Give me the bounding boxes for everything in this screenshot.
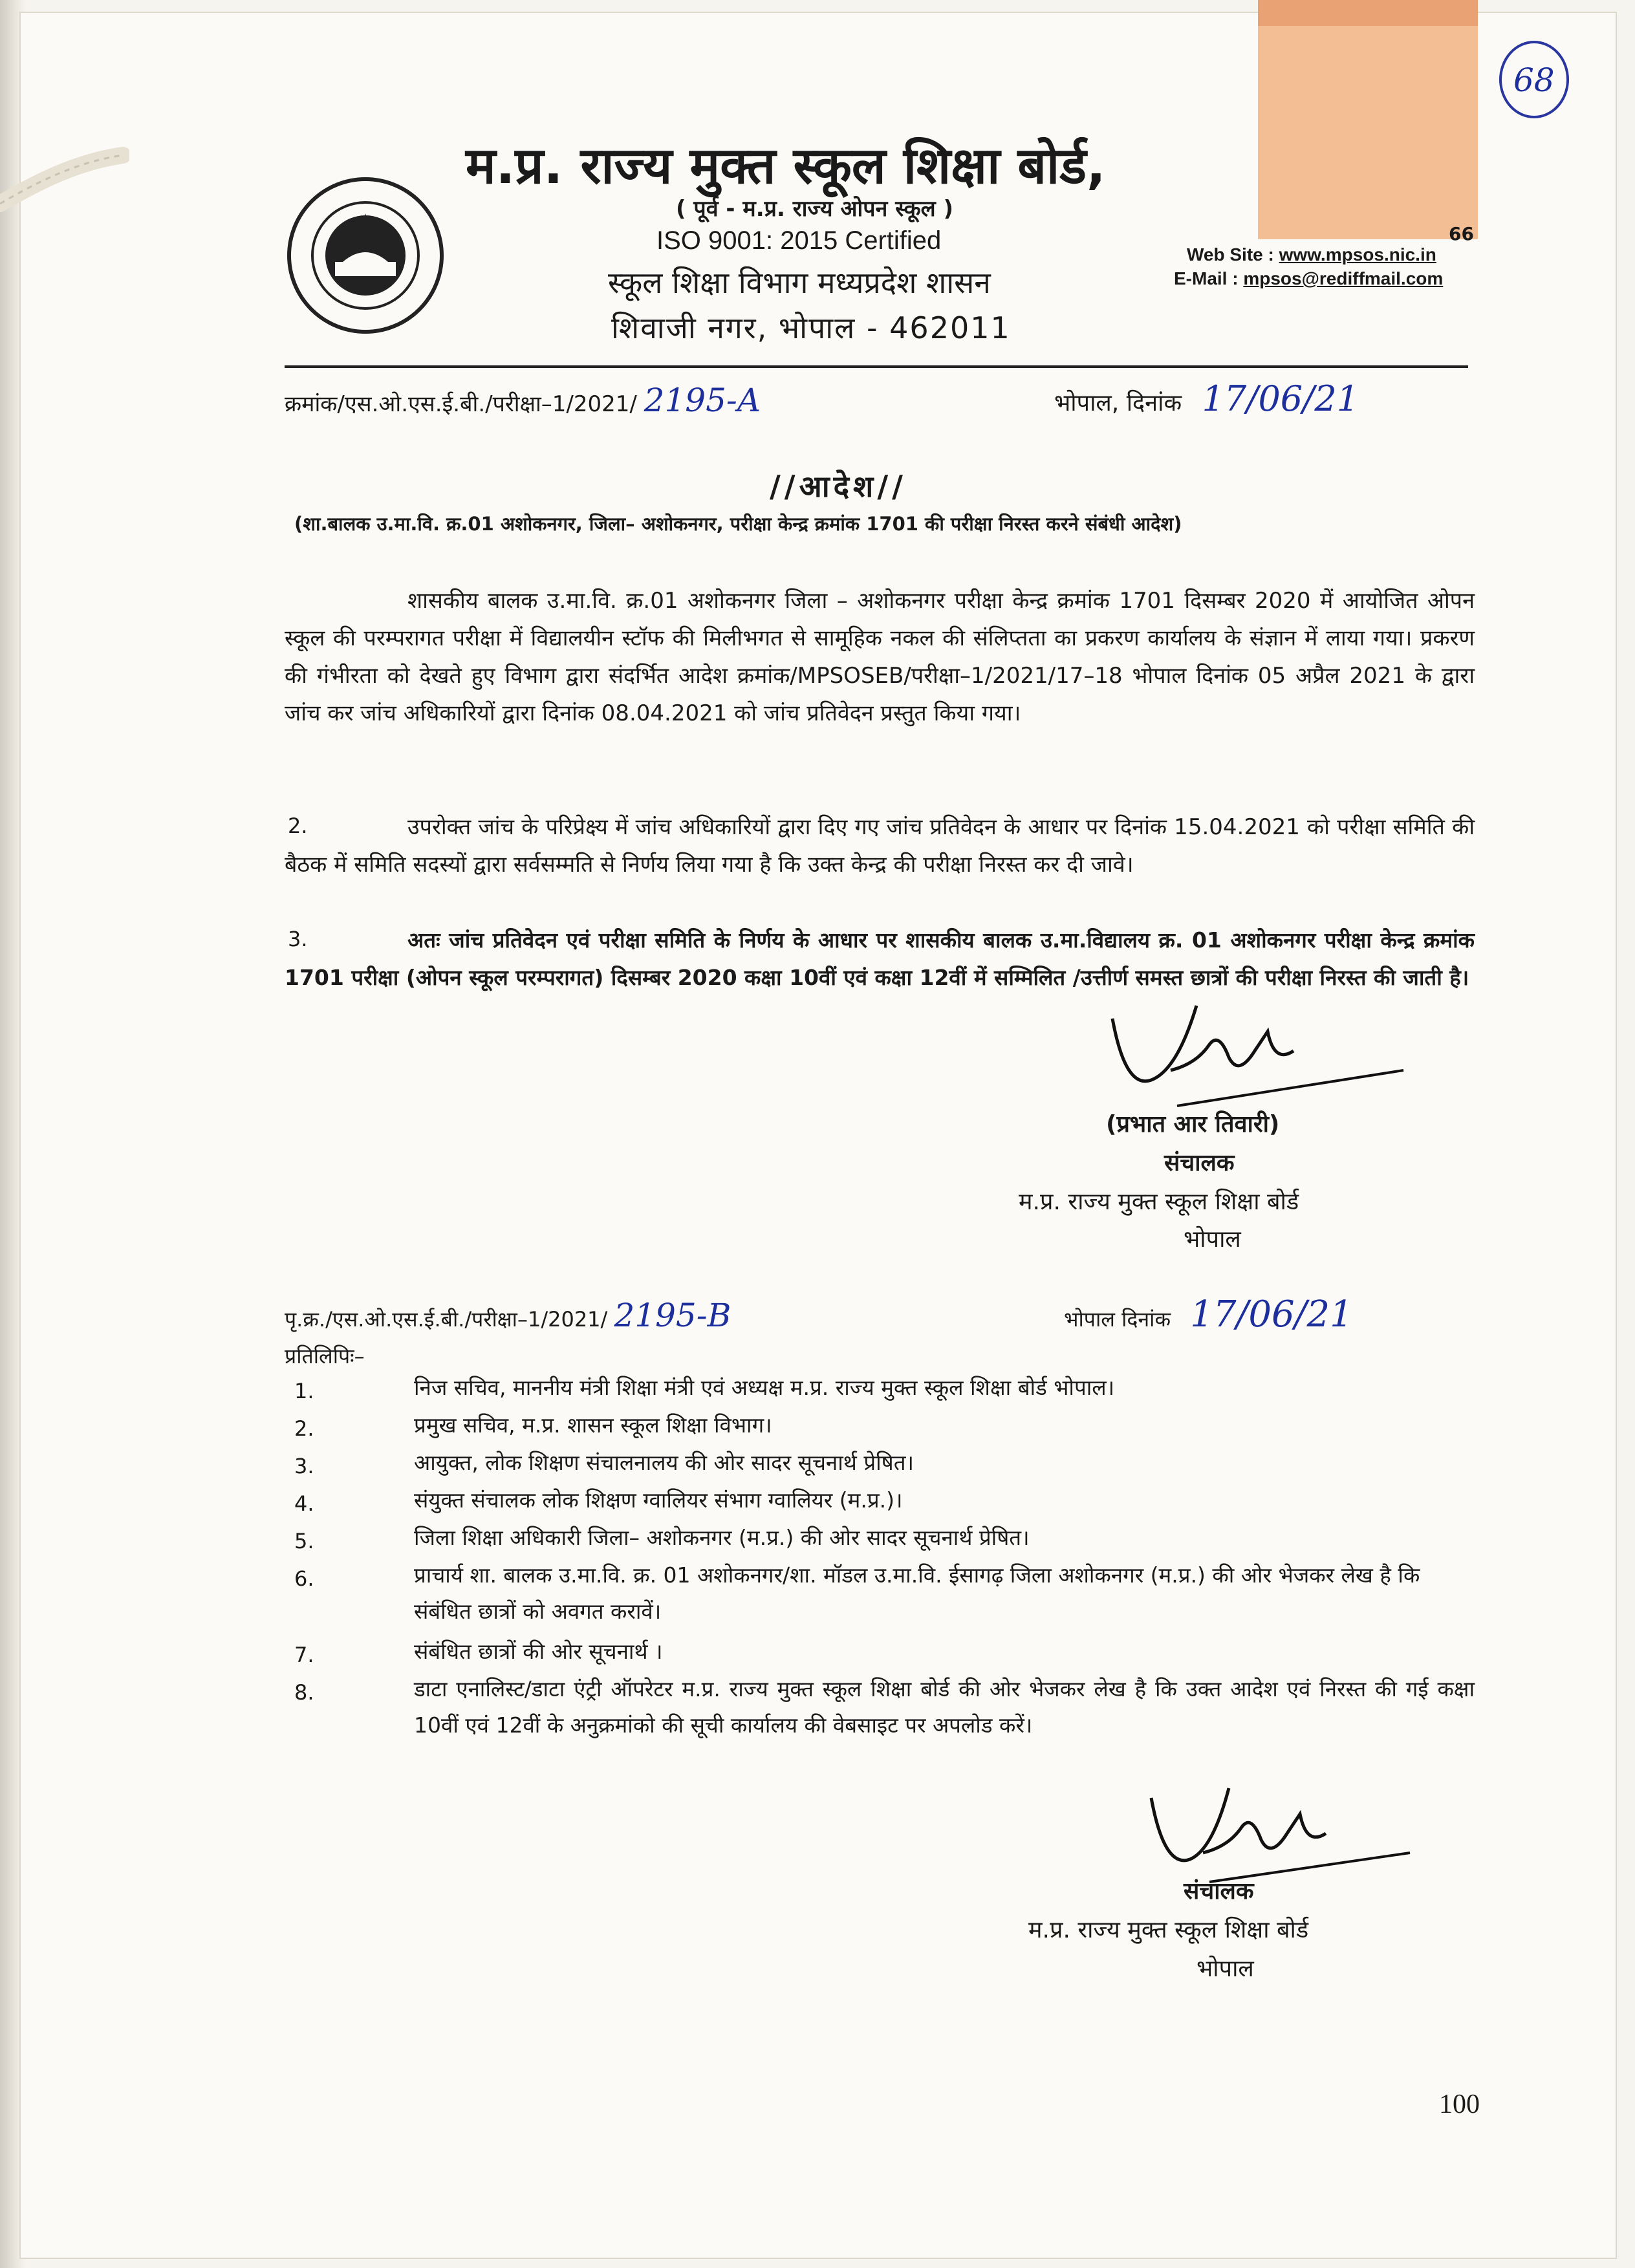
order-paragraph-2-text: उपरोक्त जांच के परिप्रेक्ष्य में जांच अधिकारियों द्वारा दिए गए जांच प्रतिवेदन के आधार पर दिनांक 15.04.2021 को परीक्षा समिति की बैठक में समिति सदस्यों द्वारा सर्वसम्मति से निर्णय लिया गया है कि उक्त केन्द्र की परीक्षा निरस्त कर दी जावे। (285, 814, 1475, 878)
order-paragraph-2-number: 2. (288, 814, 308, 838)
list-item-text: जिला शिक्षा अधिकारी जिला– अशोकनगर (म.प्र.) की ओर सादर सूचनार्थ प्रेषित। (414, 1525, 1030, 1550)
website-line (1187, 244, 1436, 265)
email-label: E-Mail : (1174, 268, 1239, 288)
binding-cord (0, 142, 129, 220)
copy-date-handwritten: 17/06/21 (1190, 1293, 1353, 1335)
website-label: Web Site : (1187, 244, 1274, 265)
list-item-text: निज सचिव, माननीय मंत्री शिक्षा मंत्री एवं अध्यक्ष म.प्र. राज्य मुक्त स्कूल शिक्षा बोर्ड भोपाल। (414, 1375, 1115, 1400)
order-date (1054, 378, 1359, 419)
department-name: स्कूल शिक्षा विभाग मध्यप्रदेश शासन (608, 265, 991, 300)
list-item-text: प्राचार्य शा. बालक उ.मा.वि. क्र. 01 अशोकनगर/शा. मॉडल उ.मा.वि. ईसागढ़ जिला अशोकनगर (म.प्र.) की ओर भेजकर लेख है कि संबंधित छात्रों को अवगत करावें। (414, 1562, 1420, 1624)
copy-date-label: भोपाल दिनांक (1064, 1307, 1171, 1332)
list-item-number: 6. (294, 1566, 314, 1591)
copy-signatory-title: संचालक (1184, 1878, 1254, 1905)
list-item (285, 1634, 1481, 1671)
email-link[interactable]: mpsos@rediffmail.com (1243, 268, 1444, 288)
signatory-org: म.प्र. राज्य मुक्त स्कूल शिक्षा बोर्ड (1019, 1189, 1299, 1215)
board-logo (285, 175, 446, 336)
sticky-note-edge (1258, 0, 1478, 26)
document-page (19, 12, 1617, 2259)
list-item-number: 8. (294, 1680, 314, 1705)
list-item (285, 1482, 1481, 1520)
email-line (1174, 268, 1443, 289)
former-name: ( पूर्व - म.प्र. राज्य ओपन स्कूल ) (676, 196, 954, 222)
seal-graphic (285, 175, 446, 336)
order-reference (285, 382, 761, 419)
phone-partial: 66 (1449, 223, 1474, 244)
list-item-text: प्रमुख सचिव, म.प्र. शासन स्कूल शिक्षा विभाग। (414, 1412, 772, 1438)
list-item (285, 1407, 1481, 1445)
signatory-name: (प्रभात आर तिवारी) (1106, 1111, 1280, 1138)
list-item-text: संयुक्त संचालक लोक शिक्षण ग्वालियर संभाग ग्वालियर (म.प्र.)। (414, 1487, 903, 1513)
order-paragraph-3-text: अतः जांच प्रतिवेदन एवं परीक्षा समिति के निर्णय के आधार पर शासकीय बालक उ.मा.विद्यालय क्र. 01 अशोकनगर परीक्षा केन्द्र क्रमांक 1701 परीक्षा (ओपन स्कूल परम्परागत) दिसम्बर 2020 कक्षा 10वीं एवं कक्षा 12वीं में सम्मिलित /उत्तीर्ण समस्त छात्रों की परीक्षा निरस्त की जाती है। (285, 927, 1475, 990)
order-ref-printed: क्रमांक/एस.ओ.एस.ई.बी./परीक्षा–1/2021/ (285, 391, 637, 417)
list-item-number: 3. (294, 1454, 314, 1478)
order-title: //आदेश// (770, 469, 907, 504)
copy-signatory-org: म.प्र. राज्य मुक्त स्कूल शिक्षा बोर्ड (1028, 1917, 1309, 1943)
order-date-handwritten: 17/06/21 (1202, 378, 1359, 419)
order-ref-handwritten: 2195-A (644, 382, 761, 419)
signatory-place: भोपाल (1184, 1226, 1241, 1253)
list-item-number: 2. (294, 1416, 314, 1441)
order-paragraph-3 (285, 922, 1475, 997)
list-item (285, 1370, 1481, 1407)
list-item-text: डाटा एनालिस्ट/डाटा एंट्री ऑपरेटर म.प्र. राज्य मुक्त स्कूल शिक्षा बोर्ड की ओर भेजकर लेख है कि उक्त आदेश एवं निरस्त की गई कक्षा 10वीं एवं 12वीं के अनुक्रमांको की सूची कार्यालय की वेबसाइट पर अपलोड करें। (414, 1676, 1475, 1738)
iso-certification: ISO 9001: 2015 Certified (656, 226, 942, 255)
order-paragraph-2 (285, 808, 1475, 883)
list-item-number: 4. (294, 1491, 314, 1516)
order-paragraph-1: शासकीय बालक उ.मा.वि. क्र.01 अशोकनगर जिला – अशोकनगर परीक्षा केन्द्र क्रमांक 1701 दिसम्बर 2020 में आयोजित ओपन स्कूल की परम्परागत परीक्षा में विद्यालयीन स्टॉफ की मिलीभगत से सामूहिक नकल की संलिप्तता का प्रकरण कार्यालय के संज्ञान में लाया गया। प्रकरण की गंभीरता को देखते हुए विभाग द्वारा संदर्भित आदेश क्रमांक/MPSOSEB/परीक्षा–1/2021/17–18 भोपाल दिनांक 05 अप्रैल 2021 के द्वारा जांच कर जांच अधिकारियों द्वारा दिनांक 08.04.2021 को जांच प्रतिवेदन प्रस्तुत किया गया। (285, 588, 1475, 726)
copy-signatory-place: भोपाल (1196, 1956, 1254, 1982)
list-item (285, 1557, 1481, 1634)
list-item (285, 1445, 1481, 1482)
list-item-text: आयुक्त, लोक शिक्षण संचालनालय की ओर सादर सूचनार्थ प्रेषित। (414, 1450, 915, 1475)
list-item (285, 1520, 1481, 1557)
website-link[interactable]: www.mpsos.nic.in (1279, 244, 1436, 265)
copy-label: प्रतिलिपिः– (285, 1344, 365, 1368)
copy-date (1064, 1293, 1353, 1335)
page-mark (1494, 36, 1578, 120)
list-item-number: 1. (294, 1379, 314, 1403)
page-number: 100 (1439, 2090, 1480, 2119)
order-date-label: भोपाल, दिनांक (1054, 390, 1182, 416)
list-item-text: संबंधित छात्रों की ओर सूचनार्थ । (414, 1639, 663, 1664)
copy-list (285, 1370, 1481, 1787)
board-name: म.प्र. राज्य मुक्त स्कूल शिक्षा बोर्ड, (466, 137, 1106, 195)
copy-ref-printed: पृ.क्र./एस.ओ.एस.ई.बी./परीक्षा–1/2021/ (285, 1307, 608, 1332)
copy-ref-handwritten: 2195-B (614, 1297, 731, 1334)
signatory-title: संचालक (1164, 1150, 1235, 1176)
list-item-number: 7. (294, 1643, 314, 1667)
signature-1 (1099, 993, 1410, 1109)
signature-2 (1138, 1778, 1423, 1888)
header-divider (285, 365, 1468, 368)
order-subject: (शा.बालक उ.मा.वि. क्र.01 अशोकनगर, जिला– अशोकनगर, परीक्षा केन्द्र क्रमांक 1701 की परीक्षा निरस्त करने संबंधी आदेश) (294, 513, 1182, 535)
office-address: शिवाजी नगर, भोपाल - 462011 (611, 310, 1011, 345)
order-paragraph-3-number: 3. (288, 927, 308, 951)
list-item (285, 1671, 1481, 1787)
copy-reference (285, 1297, 731, 1334)
sticky-note (1258, 0, 1478, 239)
list-item-number: 5. (294, 1529, 314, 1553)
page-mark-number: 68 (1513, 61, 1555, 99)
